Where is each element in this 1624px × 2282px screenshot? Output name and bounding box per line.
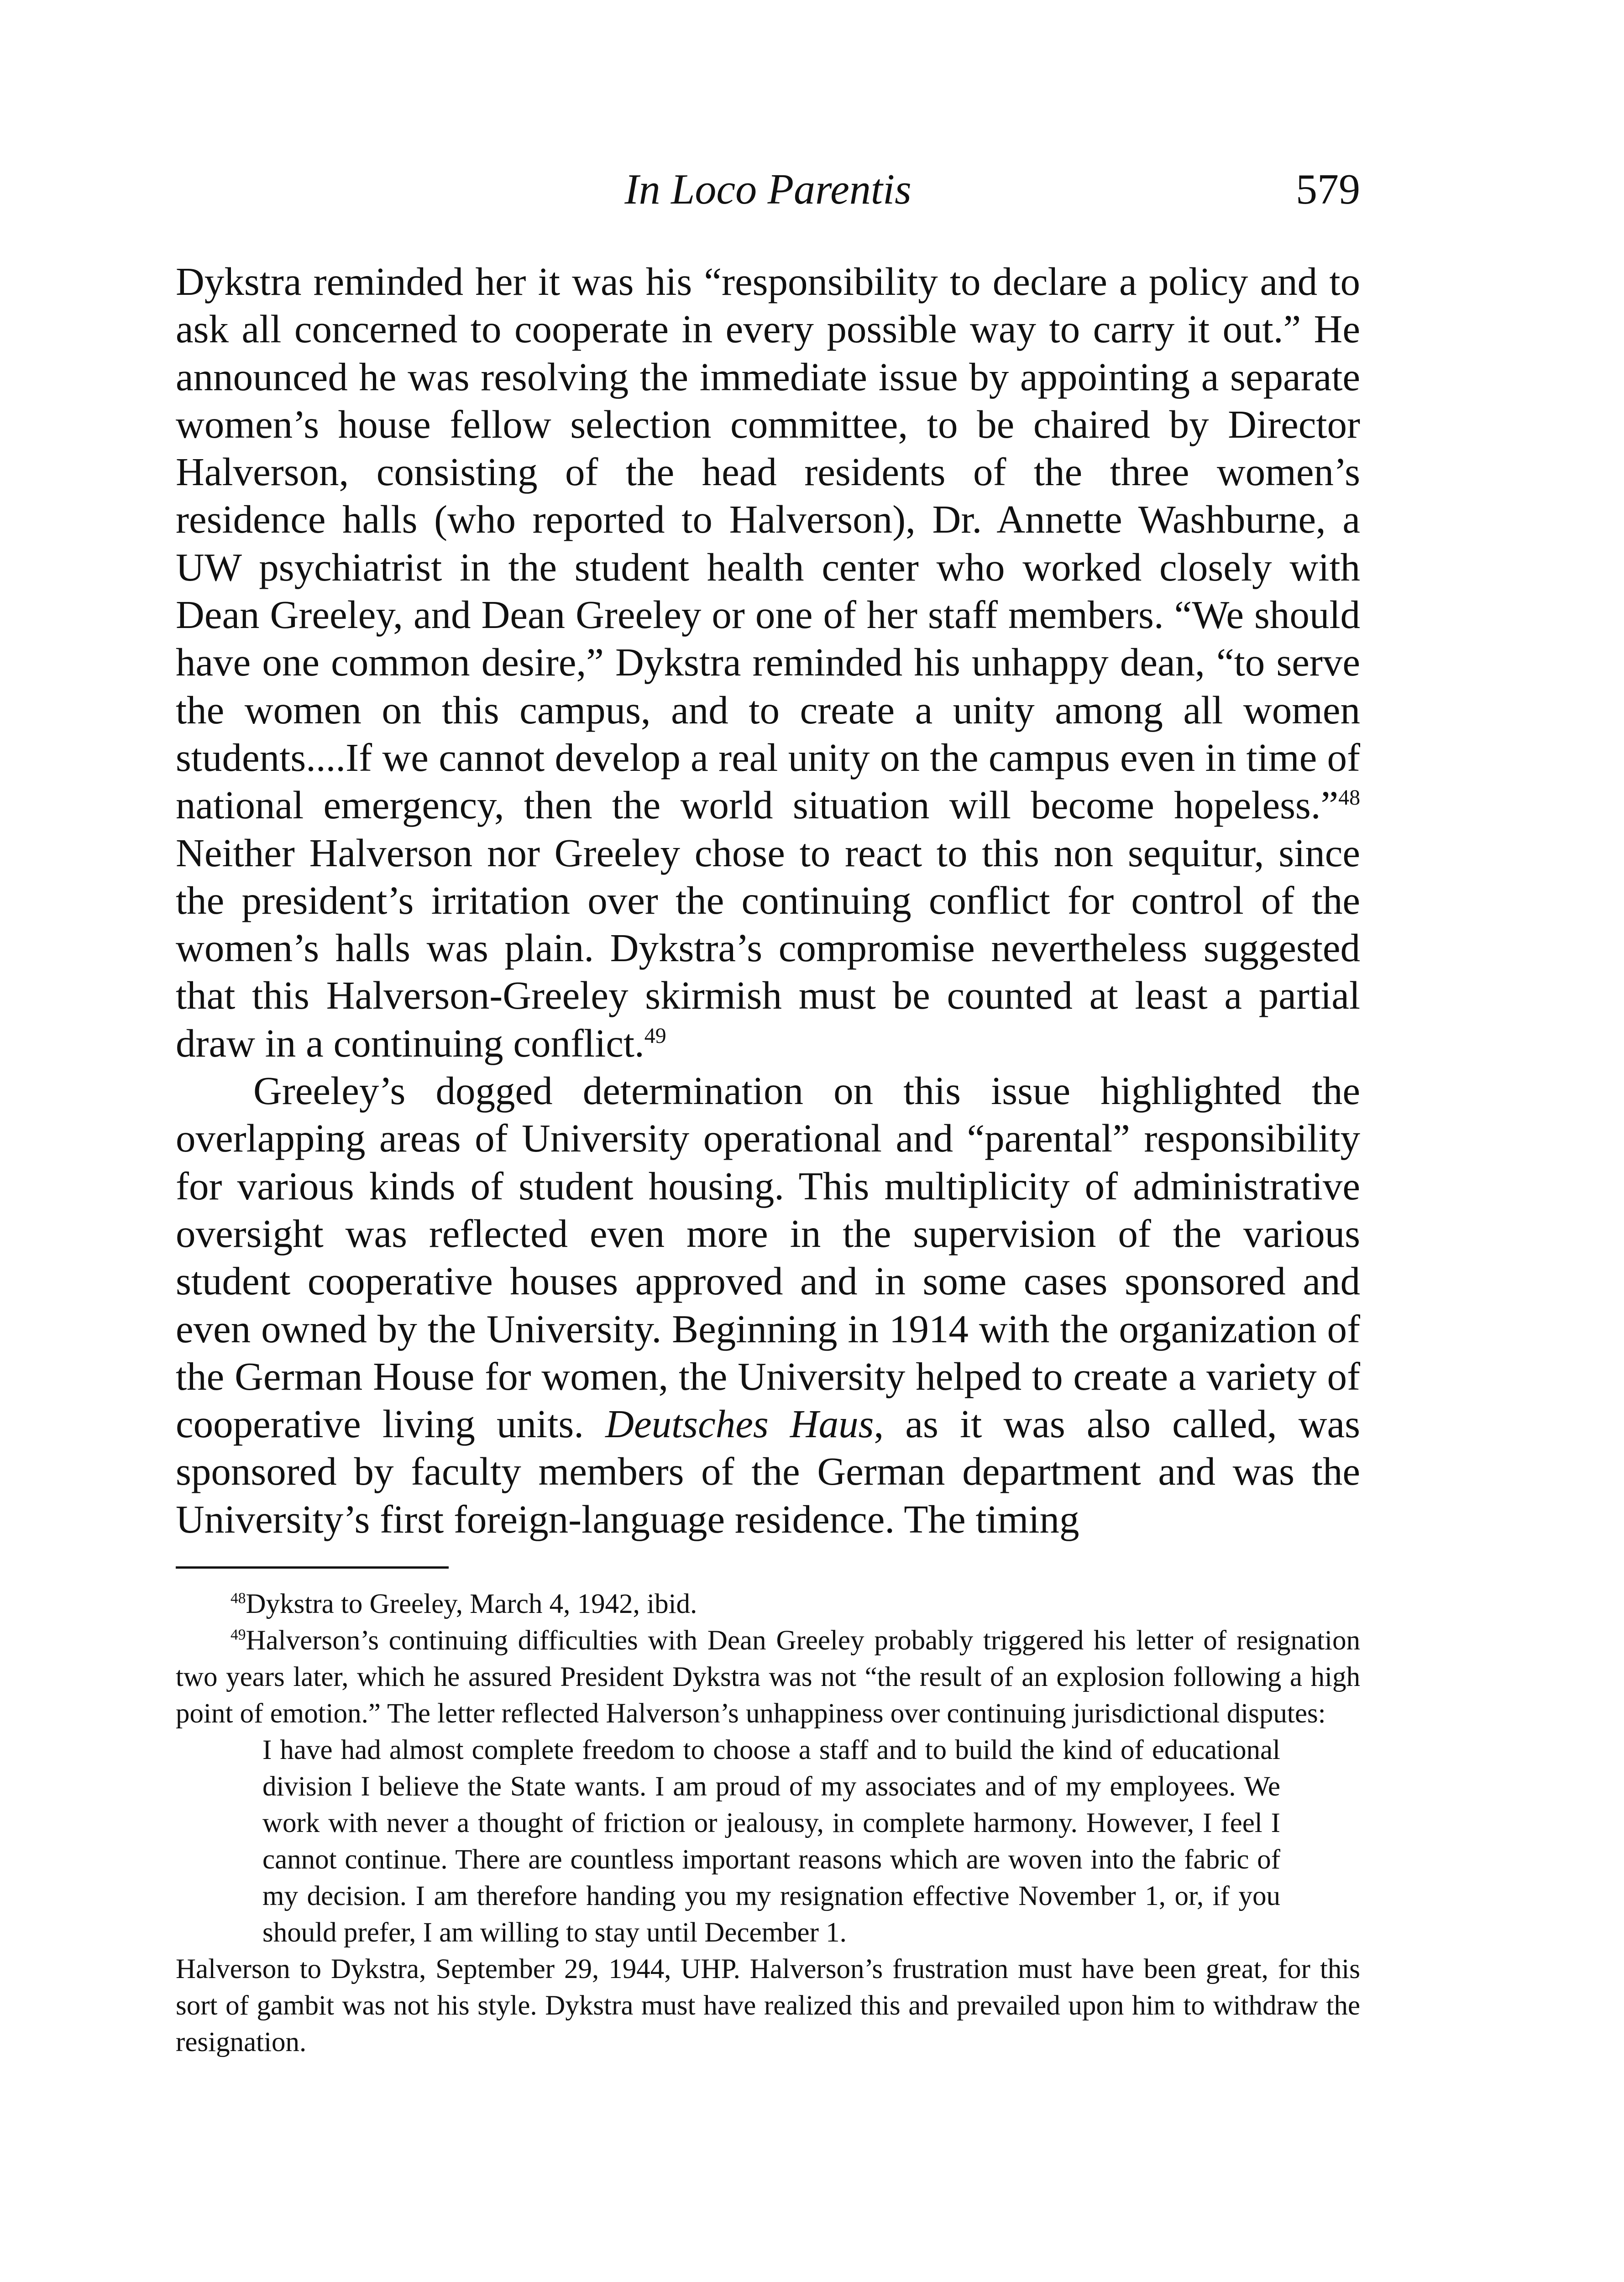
paragraph-2 xyxy=(176,1067,1360,1543)
page-number: 579 xyxy=(1296,166,1360,213)
footnote-divider xyxy=(176,1566,449,1569)
footnote-48-text: Dykstra to Greeley, March 4, 1942, ibid. xyxy=(246,1589,697,1619)
footnote-49 xyxy=(176,1623,1360,1732)
paragraph-2-italic-term: Deutsches Haus xyxy=(605,1402,874,1446)
footnote-49-continuation: Halverson to Dykstra, September 29, 1944, UHP. Halverson’s frustration must have been great, for this sort of gambit was not his style. Dykstra must have realized this and prevailed upon him to withdraw the resignation. xyxy=(176,1954,1360,2057)
body-text xyxy=(176,258,1360,1543)
footnote-ref-48: 48 xyxy=(1338,785,1360,810)
running-title: In Loco Parentis xyxy=(624,166,912,213)
footnotes xyxy=(176,1586,1360,2061)
footnote-49-text: Halverson’s continuing difficulties with Dean Greeley probably triggered his letter of resignation two years later, which he assured President Dykstra was not “the result of an explosion following a high point of emotion.” The letter reflected Halverson’s unhappiness over continuing jurisdictional disputes: xyxy=(176,1625,1360,1729)
paragraph-2-text-a: Greeley’s dogged determination on this issue highlighted the overlapping areas of University operational and “parental” responsibility for various kinds of student housing. This multiplicity of administrative oversight was reflected even more in the supervision of the various student cooperative houses approved and in some cases sponsored and even owned by the University. Beginning in 1914 with the organization of the German House for women, the University helped to create a variety of cooperative living units. xyxy=(176,1068,1360,1446)
footnote-49-blockquote: I have had almost complete freedom to choose a staff and to build the kind of educational division I believe the State wants. I am proud of my associates and of my employees. We work with never a thought of friction or jealousy, in complete harmony. However, I feel I cannot continue. There are countless important reasons which are woven into the fabric of my decision. I am therefore handing you my resignation effective November 1, or, if you should prefer, I am willing to stay until December 1. xyxy=(262,1735,1280,1948)
paragraph-1-text-a: Dykstra reminded her it was his “responsibility to declare a policy and to ask all concerned to cooperate in every possible way to carry it out.” He announced he was resolving the immediate issue by appointing a separate women’s house fellow selection committee, to be chaired by Director Halverson, consisting of the head residents of the three women’s residence halls (who reported to Halverson), Dr. Annette Washburne, a UW psychiatrist in the student health center who worked closely with Dean Greeley, and Dean Greeley or one of her staff members. “We should have one common desire,” Dykstra reminded his unhappy dean, “to serve the women on this campus, and to create a unity among all women students....If we cannot develop a real unity on the campus even in time of national emergency, then the world situation will become hopeless.” xyxy=(176,259,1360,827)
paragraph-2-text-b: , as it was also called, was sponsored by faculty members of the German department and was the University’s first foreign-language residence. The timing xyxy=(176,1402,1360,1541)
running-head xyxy=(176,162,1360,217)
paragraph-1-text-b: Neither Halverson nor Greeley chose to react to this non sequitur, since the president’s irritation over the continuing conflict for control of the women’s halls was plain. Dykstra’s compromise nevertheless suggested that this Halverson-Greeley skirmish must be counted at least a partial draw in a continuing conflict. xyxy=(176,830,1360,1065)
footnote-ref-49: 49 xyxy=(644,1023,666,1048)
footnote-48-marker: 48 xyxy=(231,1590,246,1607)
paragraph-1 xyxy=(176,258,1360,1067)
footnote-49-marker: 49 xyxy=(231,1626,246,1643)
footnote-48 xyxy=(176,1586,1360,1623)
